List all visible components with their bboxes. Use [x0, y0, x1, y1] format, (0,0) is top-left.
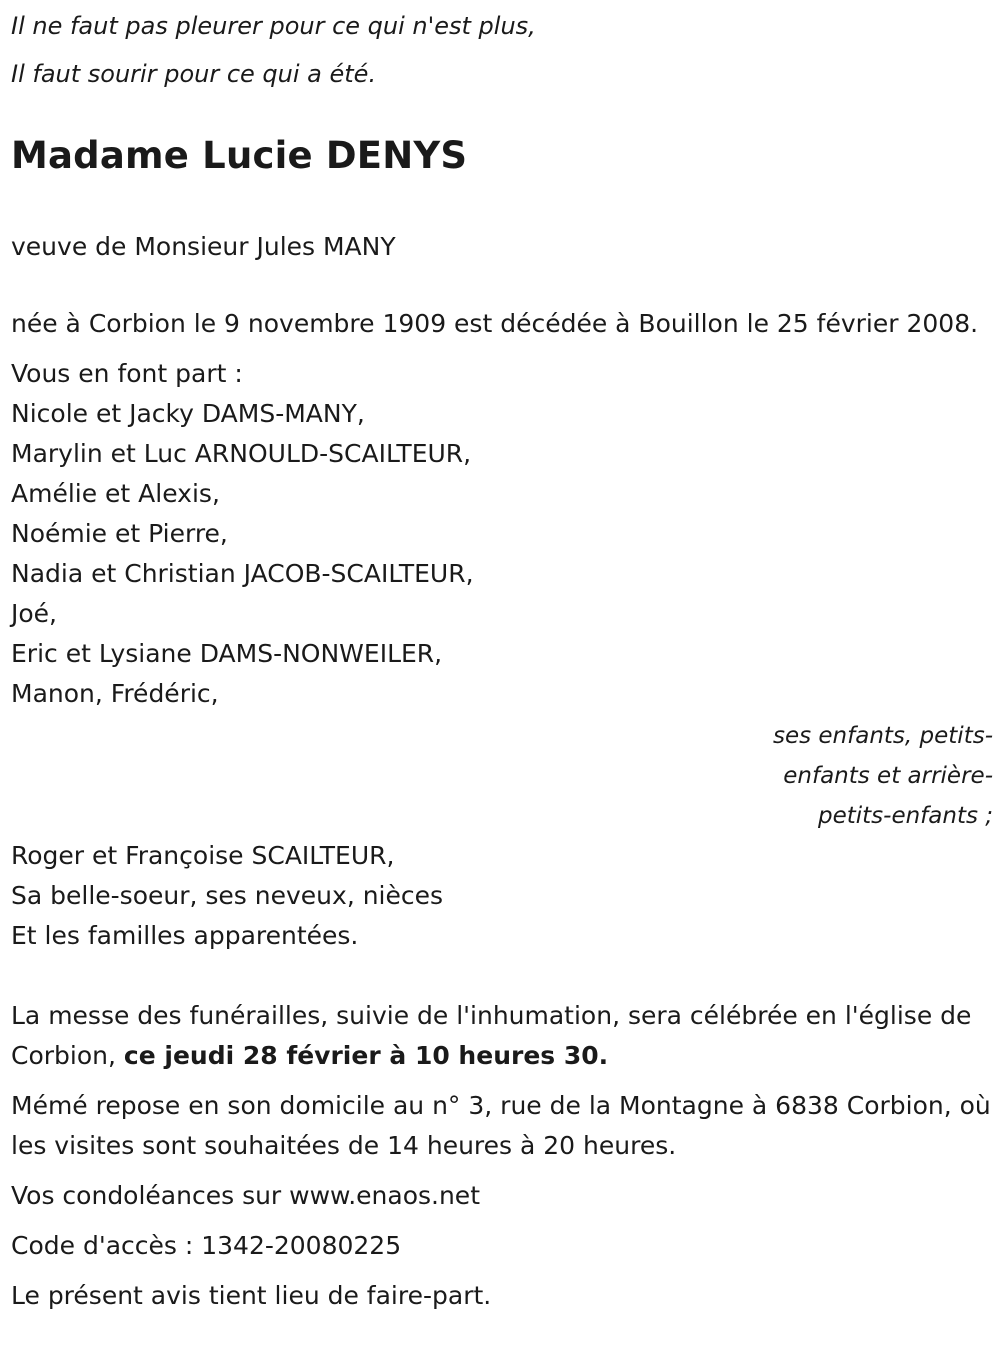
other-relatives: [11, 836, 993, 956]
quote-block: [11, 2, 993, 98]
family-member: Manon, Frédéric,: [11, 679, 219, 708]
notice-statement: Le présent avis tient lieu de faire-part.: [11, 1281, 492, 1310]
funeral-mass-text: La messe des funérailles, suivie de l'inhumation, sera célébrée en l'église de Corbion,: [11, 1001, 972, 1070]
funeral-mass: [11, 996, 993, 1076]
family-relation: ses enfants, petits-enfants et arrière-petits-enfants ;: [772, 723, 993, 829]
family-member: Joé,: [11, 599, 57, 628]
family-member: Noémie et Pierre,: [11, 519, 228, 548]
family-member: Nadia et Christian JACOB-SCAILTEUR,: [11, 559, 474, 588]
relative-line: Et les familles apparentées.: [11, 921, 359, 950]
quote-line-2: Il faut sourir pour ce qui a été.: [11, 60, 377, 88]
widow-of: veuve de Monsieur Jules MANY: [11, 232, 396, 261]
birth-death-dates: née à Corbion le 9 novembre 1909 est décédée à Bouillon le 25 février 2008.: [11, 309, 979, 338]
family-member: Nicole et Jacky DAMS-MANY,: [11, 399, 365, 428]
repose-info: Mémé repose en son domicile au n° 3, rue de la Montagne à 6838 Corbion, où les visites sont souhaitées de 14 heures à 20 heures.: [11, 1091, 991, 1160]
family-member: Marylin et Luc ARNOULD-SCAILTEUR,: [11, 439, 472, 468]
relative-line: Roger et Françoise SCAILTEUR,: [11, 841, 395, 870]
announcement-intro: Vous en font part :: [11, 359, 243, 388]
funeral-mass-time: ce jeudi 28 février à 10 heures 30.: [123, 1041, 609, 1070]
quote-line-1: Il ne faut pas pleurer pour ce qui n'est plus,: [11, 12, 536, 40]
obituary-notice: [11, 0, 993, 1316]
deceased-name: Madame Lucie DENYS: [11, 134, 468, 177]
relative-line: Sa belle-soeur, ses neveux, nièces: [11, 881, 444, 910]
access-code: Code d'accès : 1342-20080225: [11, 1231, 402, 1260]
condolences-info: Vos condoléances sur www.enaos.net: [11, 1181, 480, 1210]
family-list: [11, 394, 993, 714]
family-member: Amélie et Alexis,: [11, 479, 220, 508]
family-member: Eric et Lysiane DAMS-NONWEILER,: [11, 639, 443, 668]
